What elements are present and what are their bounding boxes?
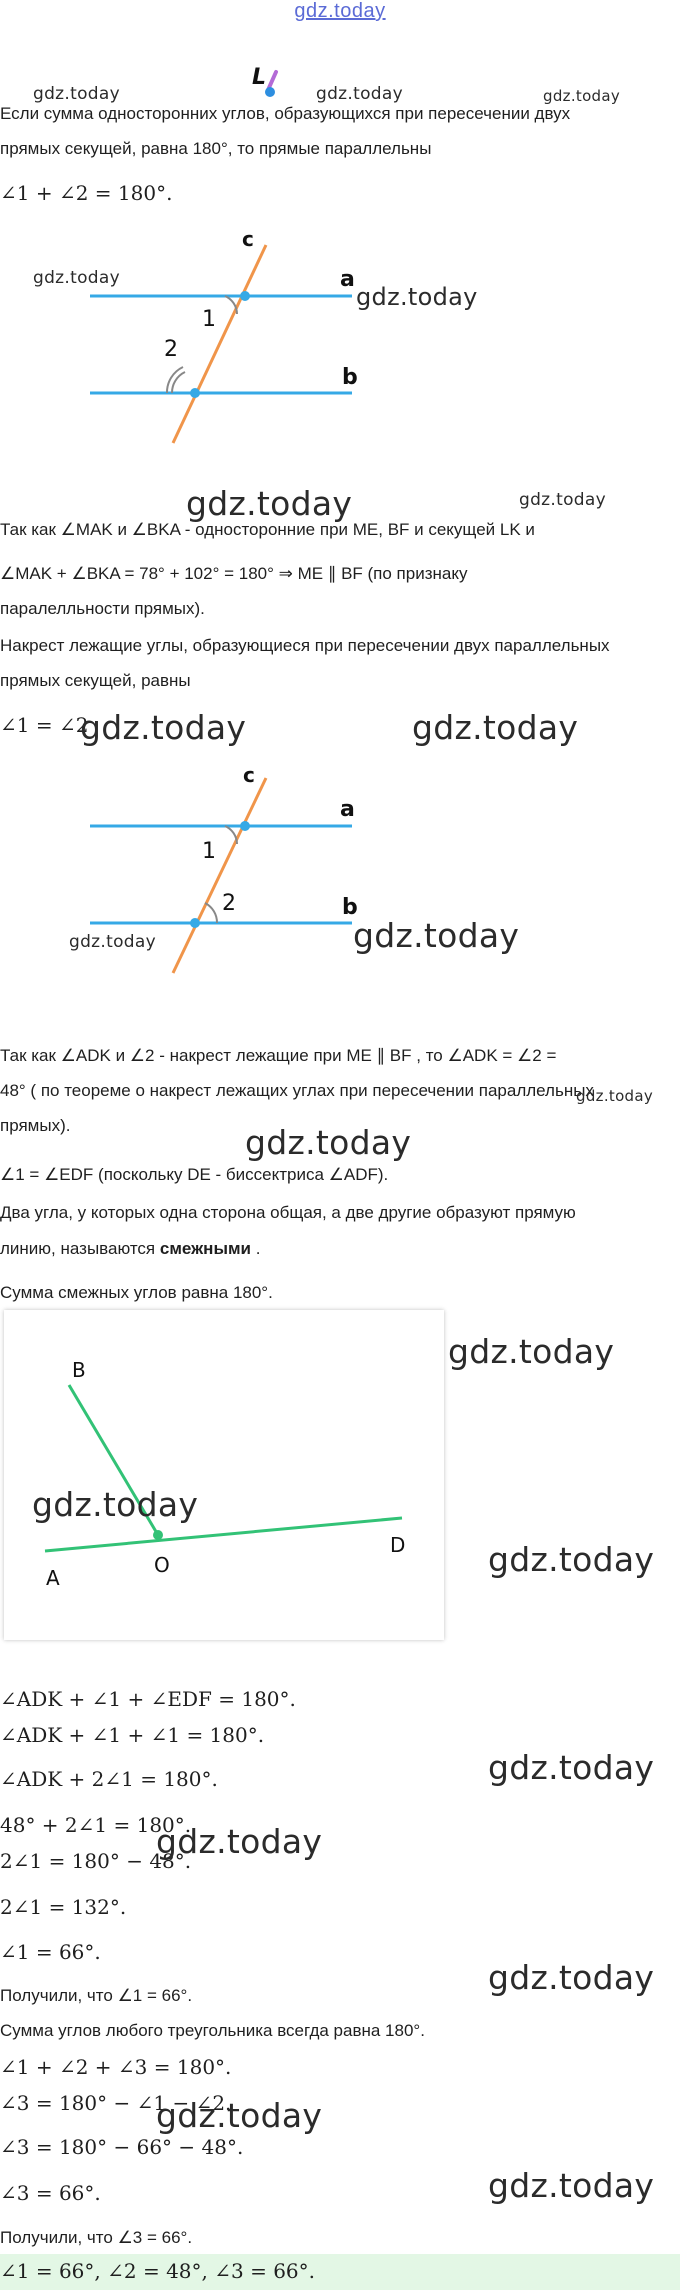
equation-2: ∠1 = ∠2 xyxy=(0,713,89,737)
label-c: c xyxy=(243,763,255,787)
paragraph-4-line-2: 48° ( по теореме о накрест лежащих углах при пересечении параллельных xyxy=(0,1081,594,1100)
watermark: gdz.today xyxy=(245,1123,412,1162)
figure-adjacent-angles xyxy=(4,1310,444,1640)
calc-line-9: Сумма углов любого треугольника всегда равна 180°. xyxy=(0,2021,425,2040)
calc-line-14: Получили, что ∠3 = 66°. xyxy=(0,2228,193,2247)
watermark: gdz.today xyxy=(33,268,120,288)
paragraph-4-line-3: прямых). xyxy=(0,1116,71,1135)
paragraph-3-line-2: прямых секущей, равны xyxy=(0,671,191,690)
secant-c xyxy=(173,778,266,973)
calc-line-13: ∠3 = 66°. xyxy=(0,2181,101,2205)
label-angle-2: 2 xyxy=(164,337,178,362)
label-A: A xyxy=(46,1566,60,1590)
paragraph-5: ∠1 = ∠EDF (поскольку DE - биссектриса ∠ADF). xyxy=(0,1165,389,1184)
calc-line-12: ∠3 = 180° − 66° − 48°. xyxy=(0,2135,244,2159)
svg-text:L: L xyxy=(252,65,267,90)
figure-one-sided-angles xyxy=(0,230,420,460)
label-a: a xyxy=(340,797,355,822)
watermark: gdz.today xyxy=(448,1332,615,1371)
label-b: b xyxy=(342,365,358,390)
paragraph-2-line-2: ∠MAK + ∠BKA = 78° + 102° = 180° ⇒ ME ∥ BF (по признаку xyxy=(0,564,468,583)
watermark: gdz.today xyxy=(519,490,606,510)
paragraph-6-line-2 xyxy=(0,1238,260,1260)
watermark: gdz.today xyxy=(33,84,120,104)
calc-line-1: ∠ADK + ∠1 + ∠EDF = 180°. xyxy=(0,1687,296,1711)
watermark: gdz.today xyxy=(353,916,520,955)
answer-box xyxy=(0,2254,680,2290)
paragraph-2-line-3: паралелльности прямых). xyxy=(0,599,205,618)
watermark: gdz.today xyxy=(488,1540,655,1579)
label-b: b xyxy=(342,895,358,920)
secant-c xyxy=(173,245,266,443)
label-a: a xyxy=(340,267,355,292)
paragraph-2-line-1: Так как ∠MAK и ∠BKA - односторонние при ME, BF и секущей LK и xyxy=(0,520,535,539)
equation-1: ∠1 + ∠2 = 180°. xyxy=(0,181,173,205)
label-O: O xyxy=(154,1553,170,1577)
calc-line-4: 48° + 2∠1 = 180°. xyxy=(0,1813,192,1837)
paragraph-4-line-1: Так как ∠ADK и ∠2 - накрест лежащие при ME ∥ BF , то ∠ADK = ∠2 = xyxy=(0,1046,557,1065)
pencil-logo-icon xyxy=(252,64,282,98)
paragraph-6-line-1: Два угла, у которых одна сторона общая, а две другие образуют прямую xyxy=(0,1203,576,1222)
watermark: gdz.today xyxy=(488,1958,655,1997)
calc-line-8: Получили, что ∠1 = 66°. xyxy=(0,1986,193,2005)
calc-line-5: 2∠1 = 180° − 48°. xyxy=(0,1849,192,1873)
label-angle-1: 1 xyxy=(202,307,216,332)
calc-line-6: 2∠1 = 132°. xyxy=(0,1895,127,1919)
watermark: gdz.today xyxy=(186,484,353,523)
definition-term: смежными xyxy=(159,1239,251,1258)
calc-line-7: ∠1 = 66°. xyxy=(0,1940,101,1964)
watermark: gdz.today xyxy=(576,1087,654,1105)
calc-line-10: ∠1 + ∠2 + ∠3 = 180°. xyxy=(0,2055,232,2079)
calc-line-11: ∠3 = 180° − ∠1 − ∠2. xyxy=(0,2091,232,2115)
watermark: gdz.today xyxy=(412,708,579,747)
theorem-line-2: прямых секущей, равна 180°, то прямые параллельны xyxy=(0,139,432,158)
watermark: gdz.today xyxy=(80,708,247,747)
definition-text: линию, называются xyxy=(0,1239,160,1258)
watermark: gdz.today xyxy=(69,932,156,952)
watermark: gdz.today xyxy=(316,84,403,104)
calc-line-3: ∠ADK + 2∠1 = 180°. xyxy=(0,1767,218,1791)
watermark: gdz.today xyxy=(356,283,478,311)
watermark: gdz.today xyxy=(156,1822,323,1861)
answer-text: ∠1 = 66°, ∠2 = 48°, ∠3 = 66°. xyxy=(0,2259,315,2283)
paragraph-7: Сумма смежных углов равна 180°. xyxy=(0,1283,273,1302)
label-c: c xyxy=(242,230,254,251)
theorem-line-1: Если сумма односторонних углов, образующихся при пересечении двух xyxy=(0,104,571,123)
figure-adjacent-angles-frame xyxy=(4,1310,444,1640)
definition-end: . xyxy=(251,1239,261,1258)
watermark: gdz.today xyxy=(543,87,621,105)
watermark: gdz.today xyxy=(156,2096,323,2135)
label-D: D xyxy=(390,1533,406,1557)
calc-line-2: ∠ADK + ∠1 + ∠1 = 180°. xyxy=(0,1723,265,1747)
paragraph-3-line-1: Накрест лежащие углы, образующиеся при пересечении двух параллельных xyxy=(0,636,610,655)
site-link[interactable]: gdz.today xyxy=(294,0,386,22)
watermark: gdz.today xyxy=(32,1485,199,1524)
label-angle-2: 2 xyxy=(222,891,236,916)
label-B: B xyxy=(72,1358,86,1382)
watermark: gdz.today xyxy=(488,1748,655,1787)
label-angle-1: 1 xyxy=(202,839,216,864)
watermark: gdz.today xyxy=(488,2166,655,2205)
